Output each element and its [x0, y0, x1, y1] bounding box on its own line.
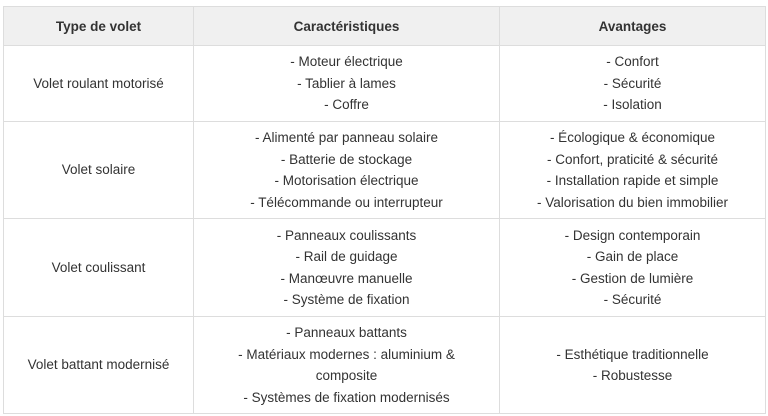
- cell-caracteristiques: [194, 122, 500, 219]
- list-item: - Gestion de lumière: [571, 270, 694, 286]
- table-header-row: [4, 7, 766, 46]
- list-item: - Manœuvre manuelle: [280, 270, 413, 286]
- list-item: - Moteur électrique: [290, 54, 403, 70]
- cell-caracteristiques: [194, 46, 500, 122]
- list-item: - Sécurité: [603, 292, 662, 307]
- header-type-de-volet: Type de volet: [4, 7, 194, 46]
- table-row: [4, 46, 766, 122]
- list-item: - Esthétique traditionnelle: [556, 346, 709, 362]
- list-item: - Design contemporain: [564, 227, 701, 243]
- cell-type: Volet battant modernisé: [4, 317, 194, 414]
- list-item: - Panneaux battants: [286, 325, 407, 340]
- cell-caracteristiques: [194, 219, 500, 317]
- list-item: - Motorisation électrique: [274, 173, 419, 188]
- list-item: composite: [315, 368, 378, 383]
- list-item: - Rail de guidage: [295, 249, 398, 264]
- cell-avantages: [500, 317, 766, 414]
- list-item: - Panneaux coulissants: [276, 227, 417, 243]
- list-item: - Écologique & économique: [549, 130, 716, 145]
- cell-type: Volet coulissant: [4, 219, 194, 317]
- cell-type: Volet roulant motorisé: [4, 46, 194, 122]
- list-item: - Confort: [606, 54, 659, 70]
- header-avantages: Avantages: [500, 7, 766, 46]
- list-item: - Alimenté par panneau solaire: [254, 130, 439, 145]
- cell-caracteristiques: [194, 317, 500, 414]
- table-row: [4, 122, 766, 219]
- list-item: - Système de fixation: [283, 292, 410, 307]
- comparison-table: [3, 6, 766, 414]
- table-row: [4, 219, 766, 317]
- cell-type: Volet solaire: [4, 122, 194, 219]
- list-item: - Installation rapide et simple: [546, 173, 719, 188]
- list-item: - Isolation: [603, 97, 662, 113]
- cell-avantages: [500, 122, 766, 219]
- table-row: [4, 317, 766, 414]
- list-item: - Sécurité: [603, 75, 662, 91]
- header-caracteristiques: Caractéristiques: [194, 7, 500, 46]
- list-item: - Robustesse: [592, 368, 673, 383]
- list-item: - Matériaux modernes : aluminium &: [238, 346, 455, 362]
- list-item: - Coffre: [324, 97, 369, 113]
- list-item: - Confort, praticité & sécurité: [546, 151, 719, 167]
- list-item: - Tablier à lames: [297, 75, 396, 91]
- cell-avantages: [500, 46, 766, 122]
- cell-avantages: [500, 219, 766, 317]
- list-item: - Batterie de stockage: [280, 151, 413, 167]
- list-item: - Gain de place: [586, 249, 679, 264]
- list-item: - Télécommande ou interrupteur: [250, 194, 443, 210]
- list-item: - Valorisation du bien immobilier: [536, 194, 729, 210]
- list-item: - Systèmes de fixation modernisés: [243, 389, 450, 405]
